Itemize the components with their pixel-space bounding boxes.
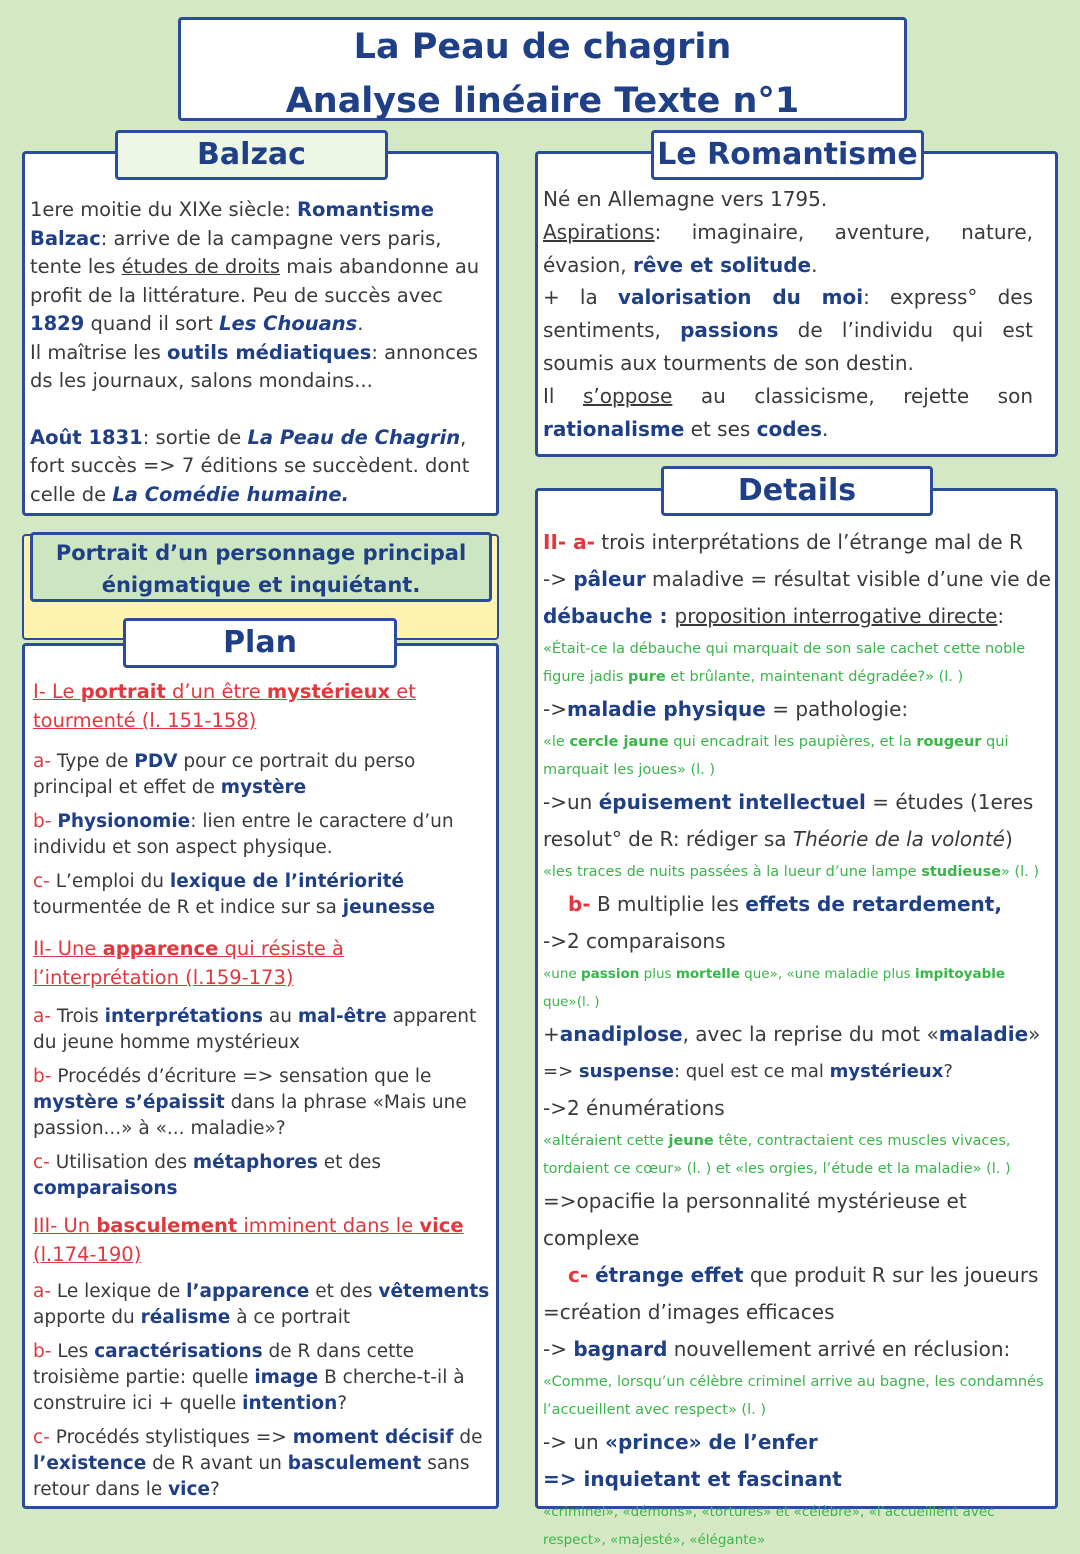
plan-text: I- Le portrait d’un être mystérieux et tourmenté (l. 151-158) a- Type de PDV pour ce portrait du perso principal et effet de mystère b- Physionomie: lien entre le caractere d’un individu et son aspect physique. c- L’emploi du lexique de l’intériorité tourmentée de R et indice sur sa jeunesse II- Une apparence qui résiste à l’interprétation (l.159-173) a- Trois interprétations au mal-être apparent du jeune homme mystérieux b- Procédés d’écriture => sensation que le mystère s’épaissit dans la phrase «Mais une passion...» à «... maladie»? c- Utilisation des métaphores et des comparaisons III- Un basculement imminent dans le vice (l.174-190) a- Le lexique de l’apparence et des vêtements apporte du réalisme à ce portrait b- Les caractérisations de R dans cette troisième partie: quelle image B cherche-t-il à construire ici + quelle intention? c- Procédés stylistiques => moment décisif de l’existence de R avant un basculement sans retour dans le vice? [33, 678, 493, 1511]
balzac-text: 1ere moitie du XIXe siècle: Romantisme Balzac: arrive de la campagne vers paris, tente les études de droits mais abandonne au profit de la littérature. Peu de succès avec 1829 quand il sort Les Chouans. Il maîtrise les outils médiatiques: annonces ds les journaux, salons mondains... Août 1831: sortie de La Peau de Chagrin, fort succès => 7 éditions se succèdent. dont celle de La Comédie humaine. [30, 198, 480, 506]
romantisme-heading: Le Romantisme [651, 130, 924, 180]
plan-part-1-title: I- Le portrait d’un être mystérieux et tourmenté (l. 151-158) [33, 680, 416, 732]
plan-part-3-title: III- Un basculement imminent dans le vice (l.174-190) [33, 1214, 464, 1266]
plan-heading: Plan [123, 618, 397, 668]
balzac-heading: Balzac [115, 130, 388, 180]
details-heading: Details [661, 466, 933, 516]
portrait-heading: Portrait d’un personnage principal énigmatique et inquiétant. [30, 532, 492, 602]
page-title: La Peau de chagrin [353, 27, 732, 67]
title-box [178, 17, 907, 121]
details-text: II- a- trois interprétations de l’étrange mal de R -> pâleur maladive = résultat visible d’une vie de débauche : proposition interrogative directe: «Était-ce la débauche qui marquait de son sale cachet cette noble figure jadis pure et brûlante, maintenant dégradée?» (l. ) ->maladie physique = pathologie: «le cercle jaune qui encadrait les paupières, et la rougeur qui marquait les joues» (l. ) ->un épuisement intellectuel = études (1eres resolut° de R: rédiger sa Théorie de la volonté) «les traces de nuits passées à la lueur d’une lampe studieuse» (l. ) b- B multiplie les effets de retardement, ->2 comparaisons «une passion plus mortelle que», «une maladie plus impitoyable que»(l. ) +anadiplose, avec la reprise du mot «maladie» => suspense: quel est ce mal mystérieux? ->2 énumérations «altéraient cette jeune tête, contractaient ces muscles vivaces, tordaient ce cœur» (l. ) et «les orgies, l’étude et la maladie» (l. ) =>opacifie la personnalité mystérieuse et complexe c- étrange effet que produit R sur les joueurs =création d’images efficaces -> bagnard nouvellement arrivé en réclusion: «Comme, lorsqu’un célèbre criminel arrive au bagne, les condamnés l’accueillent avec respect» (l. ) -> un «prince» de l’enfer => inquietant et fascinant «criminel», «démons», «tortures» et «célèbre», «l’accueillent avec respect», «majesté», «élégante» [543, 530, 1051, 1548]
romantisme-text: Né en Allemagne vers 1795. Aspirations: imaginaire, aventure, nature, évasion, rêve et solitude. + la valorisation du moi: express° des sentiments, passions de l’individu qui est soumis aux tourments de son destin. Il s’oppose au classicisme, rejette son rationalisme et ses codes. [543, 187, 1033, 441]
page-subtitle: Analyse linéaire Texte n°1 [285, 81, 800, 121]
plan-part-2-title: II- Une apparence qui résiste à l’interprétation (l.159-173) [33, 937, 344, 989]
